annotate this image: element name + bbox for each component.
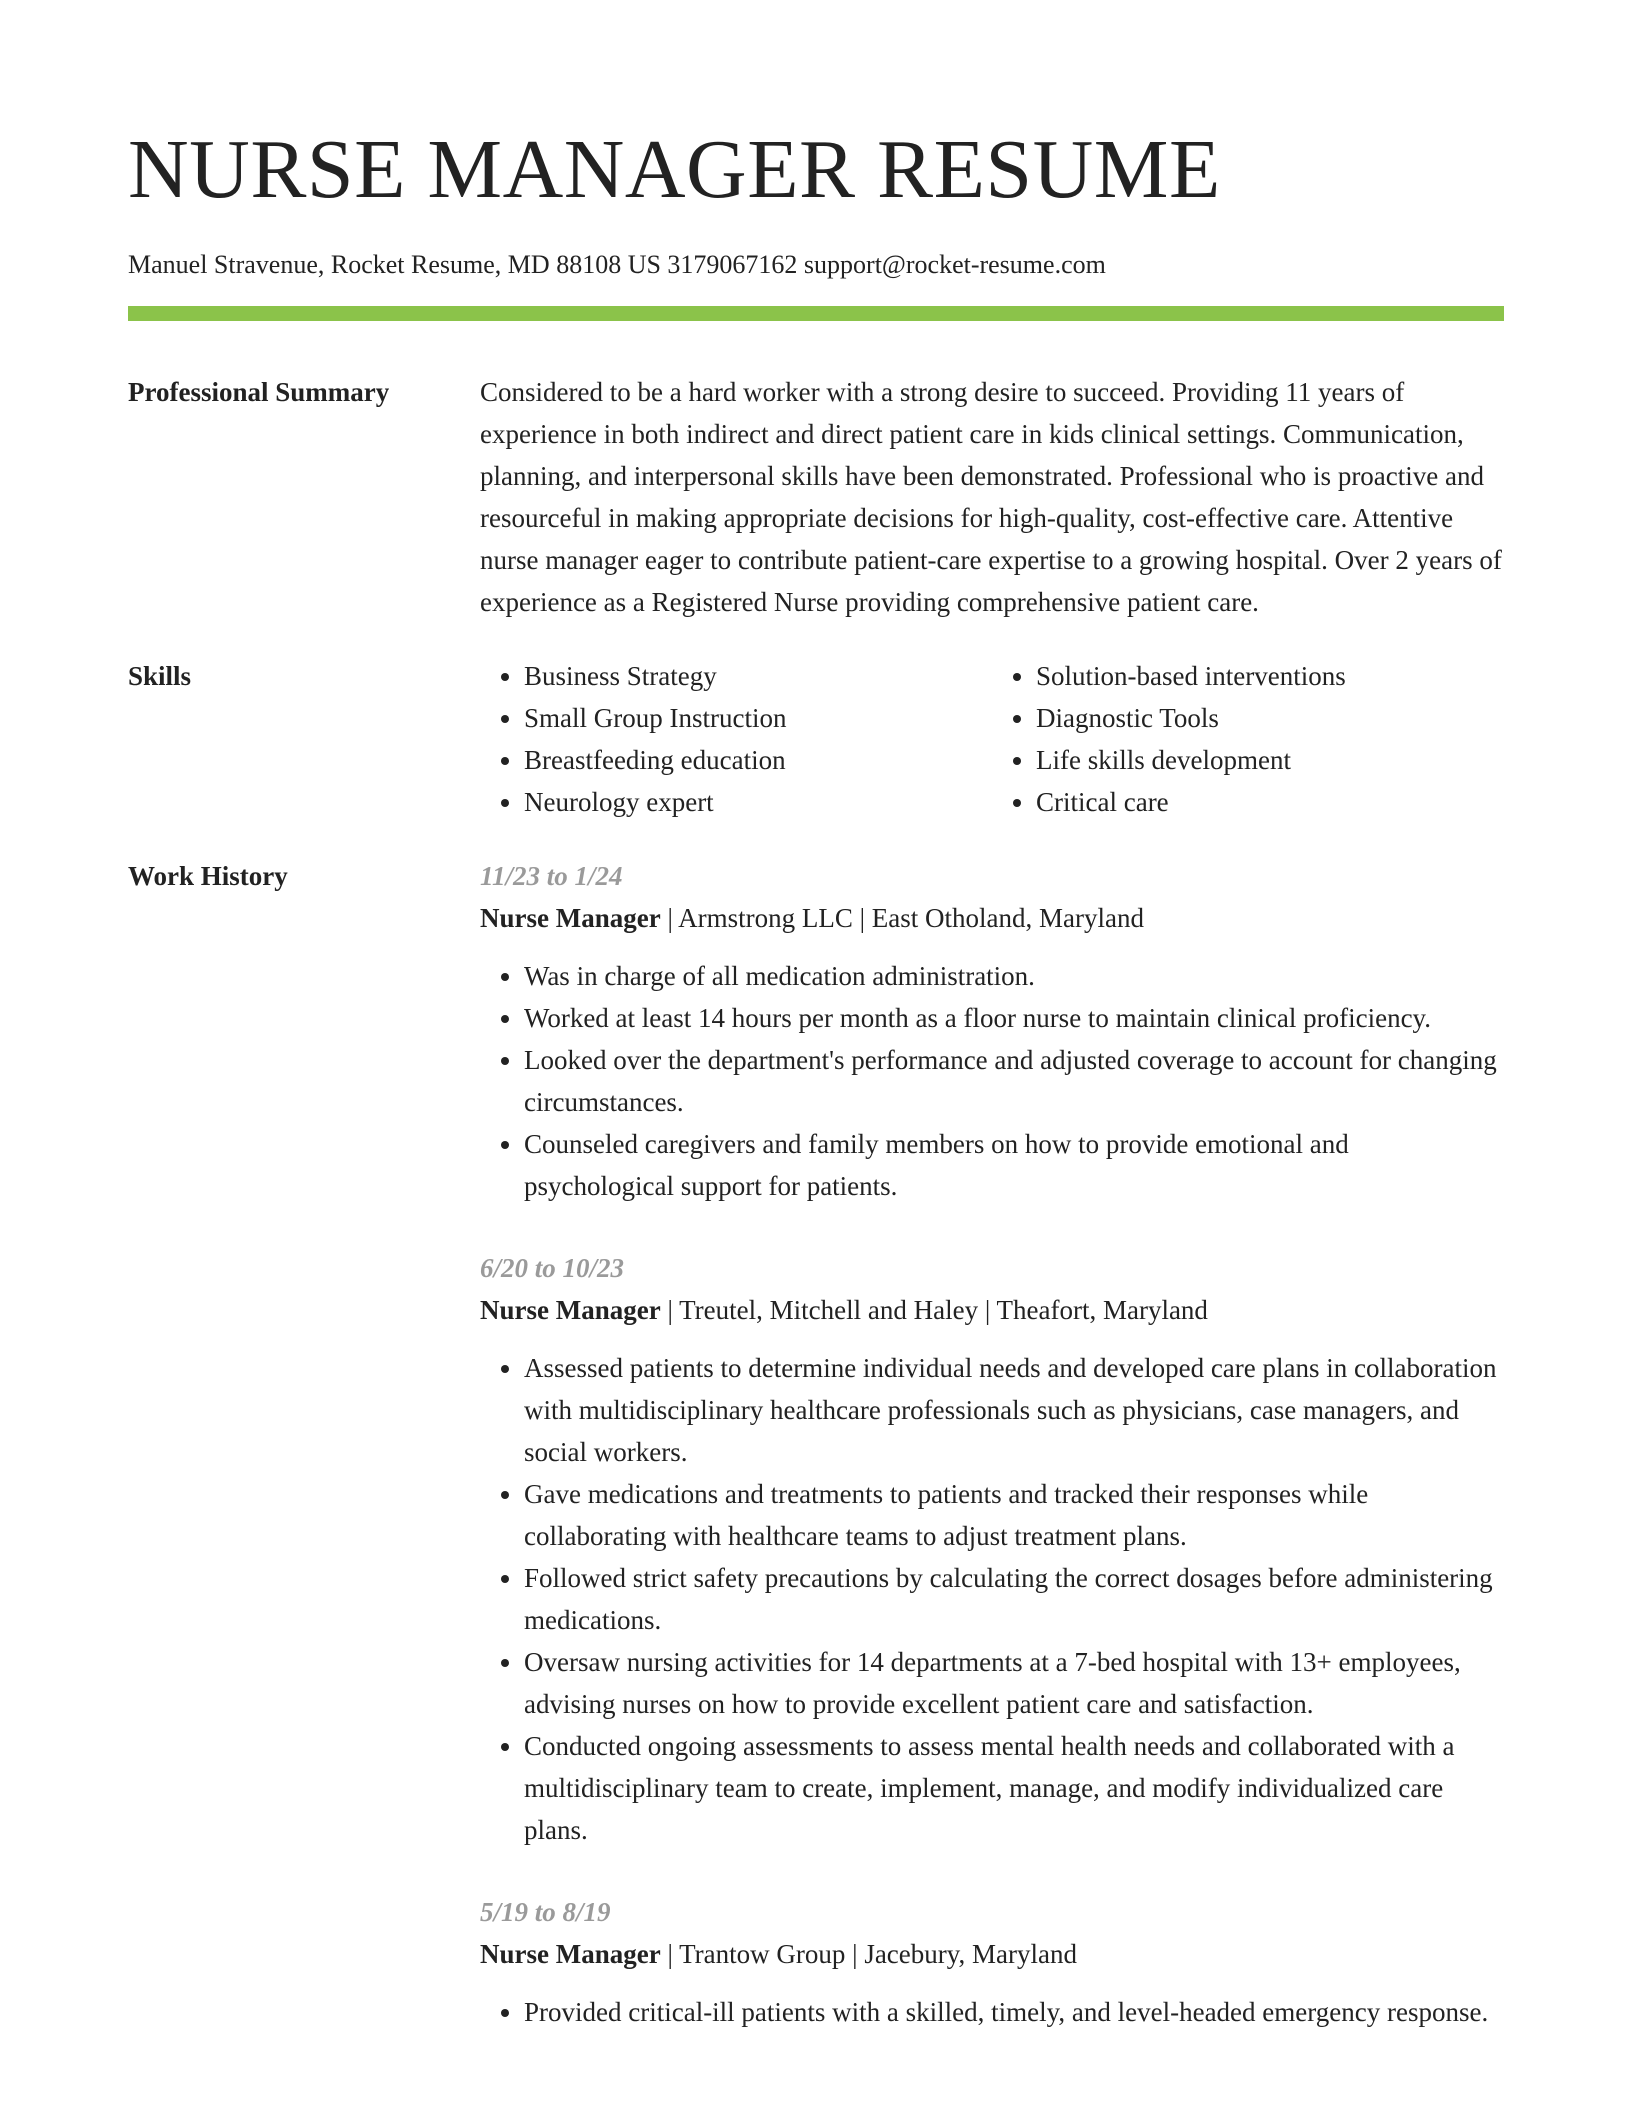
- skill-item: • Critical care: [1036, 781, 1504, 823]
- work-history-label: Work History: [128, 861, 288, 891]
- job-entry: [480, 1247, 1504, 1851]
- job-bullet: • Looked over the department's performance and adjusted coverage to account for changing circumstances.: [524, 1039, 1504, 1123]
- job-bullet: • Followed strict safety precautions by calculating the correct dosages before administering medications.: [524, 1557, 1504, 1641]
- job-separator: |: [660, 1295, 680, 1325]
- job-bullet: • Gave medications and treatments to patients and tracked their responses while collaborating with healthcare teams to adjust treatment plans.: [524, 1473, 1504, 1557]
- job-separator: |: [660, 903, 679, 933]
- job-bullet: • Was in charge of all medication administration.: [524, 955, 1504, 997]
- skill-item: • Life skills development: [1036, 739, 1504, 781]
- job-entry: [480, 1891, 1504, 2033]
- job-separator: |: [845, 1939, 865, 1969]
- job-dates: 6/20 to 10/23: [480, 1253, 625, 1283]
- summary-text: Considered to be a hard worker with a strong desire to succeed. Providing 11 years of experience in both indirect and direct patient care in kids clinical settings. Communication, planning, and interpersonal skills have been demonstrated. Professional who is proactive and resourceful in making appropriate decisions for high-quality, cost-effective care. Attentive nurse manager eager to contribute patient-care expertise to a growing hospital. Over 2 years of experience as a Registered Nurse providing comprehensive patient care.: [480, 377, 1502, 617]
- accent-divider: [128, 306, 1504, 321]
- skill-item: • Diagnostic Tools: [1036, 697, 1504, 739]
- job-entry: [480, 855, 1504, 1207]
- skill-item: • Business Strategy: [524, 655, 992, 697]
- job-bullets: [480, 955, 1504, 1207]
- job-company: Trantow Group: [679, 1939, 846, 1969]
- skill-item: • Breastfeeding education: [524, 739, 992, 781]
- job-bullet: • Oversaw nursing activities for 14 departments at a 7-bed hospital with 13+ employees, advising nurses on how to provide excellent patient care and satisfaction.: [524, 1641, 1504, 1725]
- job-separator: |: [660, 1939, 680, 1969]
- job-location: East Otholand, Maryland: [871, 903, 1144, 933]
- job-bullets: [480, 1347, 1504, 1851]
- skill-item: • Small Group Instruction: [524, 697, 992, 739]
- summary-label: Professional Summary: [128, 377, 390, 407]
- skills-label: Skills: [128, 661, 192, 691]
- job-bullet: • Provided critical-ill patients with a skilled, timely, and level-headed emergency response.: [524, 1991, 1504, 2033]
- skills-section: [128, 655, 1504, 823]
- job-dates: 11/23 to 1/24: [480, 861, 623, 891]
- resume-page: [128, 118, 1504, 2073]
- job-company: Treutel, Mitchell and Haley: [679, 1295, 979, 1325]
- job-bullet: • Counseled caregivers and family members on how to provide emotional and psychological support for patients.: [524, 1123, 1504, 1207]
- job-bullet: • Conducted ongoing assessments to assess mental health needs and collaborated with a multidisciplinary team to create, implement, manage, and modify individualized care plans.: [524, 1725, 1504, 1851]
- skill-item: • Solution-based interventions: [1036, 655, 1504, 697]
- skills-list-right: [992, 655, 1504, 823]
- job-separator: |: [852, 903, 872, 933]
- job-title: Nurse Manager: [480, 1295, 661, 1325]
- summary-section: [128, 371, 1504, 623]
- job-line: [480, 1933, 1504, 1975]
- job-line: [480, 897, 1504, 939]
- job-title: Nurse Manager: [480, 903, 661, 933]
- job-dates: 5/19 to 8/19: [480, 1897, 611, 1927]
- job-location: Theafort, Maryland: [996, 1295, 1208, 1325]
- job-line: [480, 1289, 1504, 1331]
- job-bullet: • Worked at least 14 hours per month as a floor nurse to maintain clinical proficiency.: [524, 997, 1504, 1039]
- job-bullets: [480, 1991, 1504, 2033]
- job-separator: |: [978, 1295, 997, 1325]
- skill-item: • Neurology expert: [524, 781, 992, 823]
- contact-line: Manuel Stravenue, Rocket Resume, MD 88108 US 3179067162 support@rocket-resume.com: [128, 250, 1106, 279]
- work-history-section: [128, 855, 1504, 2073]
- job-title: Nurse Manager: [480, 1939, 661, 1969]
- resume-title: NURSE MANAGER RESUME: [128, 123, 1221, 216]
- skills-list-left: [480, 655, 992, 823]
- job-company: Armstrong LLC: [678, 903, 853, 933]
- job-bullet: • Assessed patients to determine individual needs and developed care plans in collaboration with multidisciplinary healthcare professionals such as physicians, case managers, and social workers.: [524, 1347, 1504, 1473]
- job-location: Jacebury, Maryland: [864, 1939, 1077, 1969]
